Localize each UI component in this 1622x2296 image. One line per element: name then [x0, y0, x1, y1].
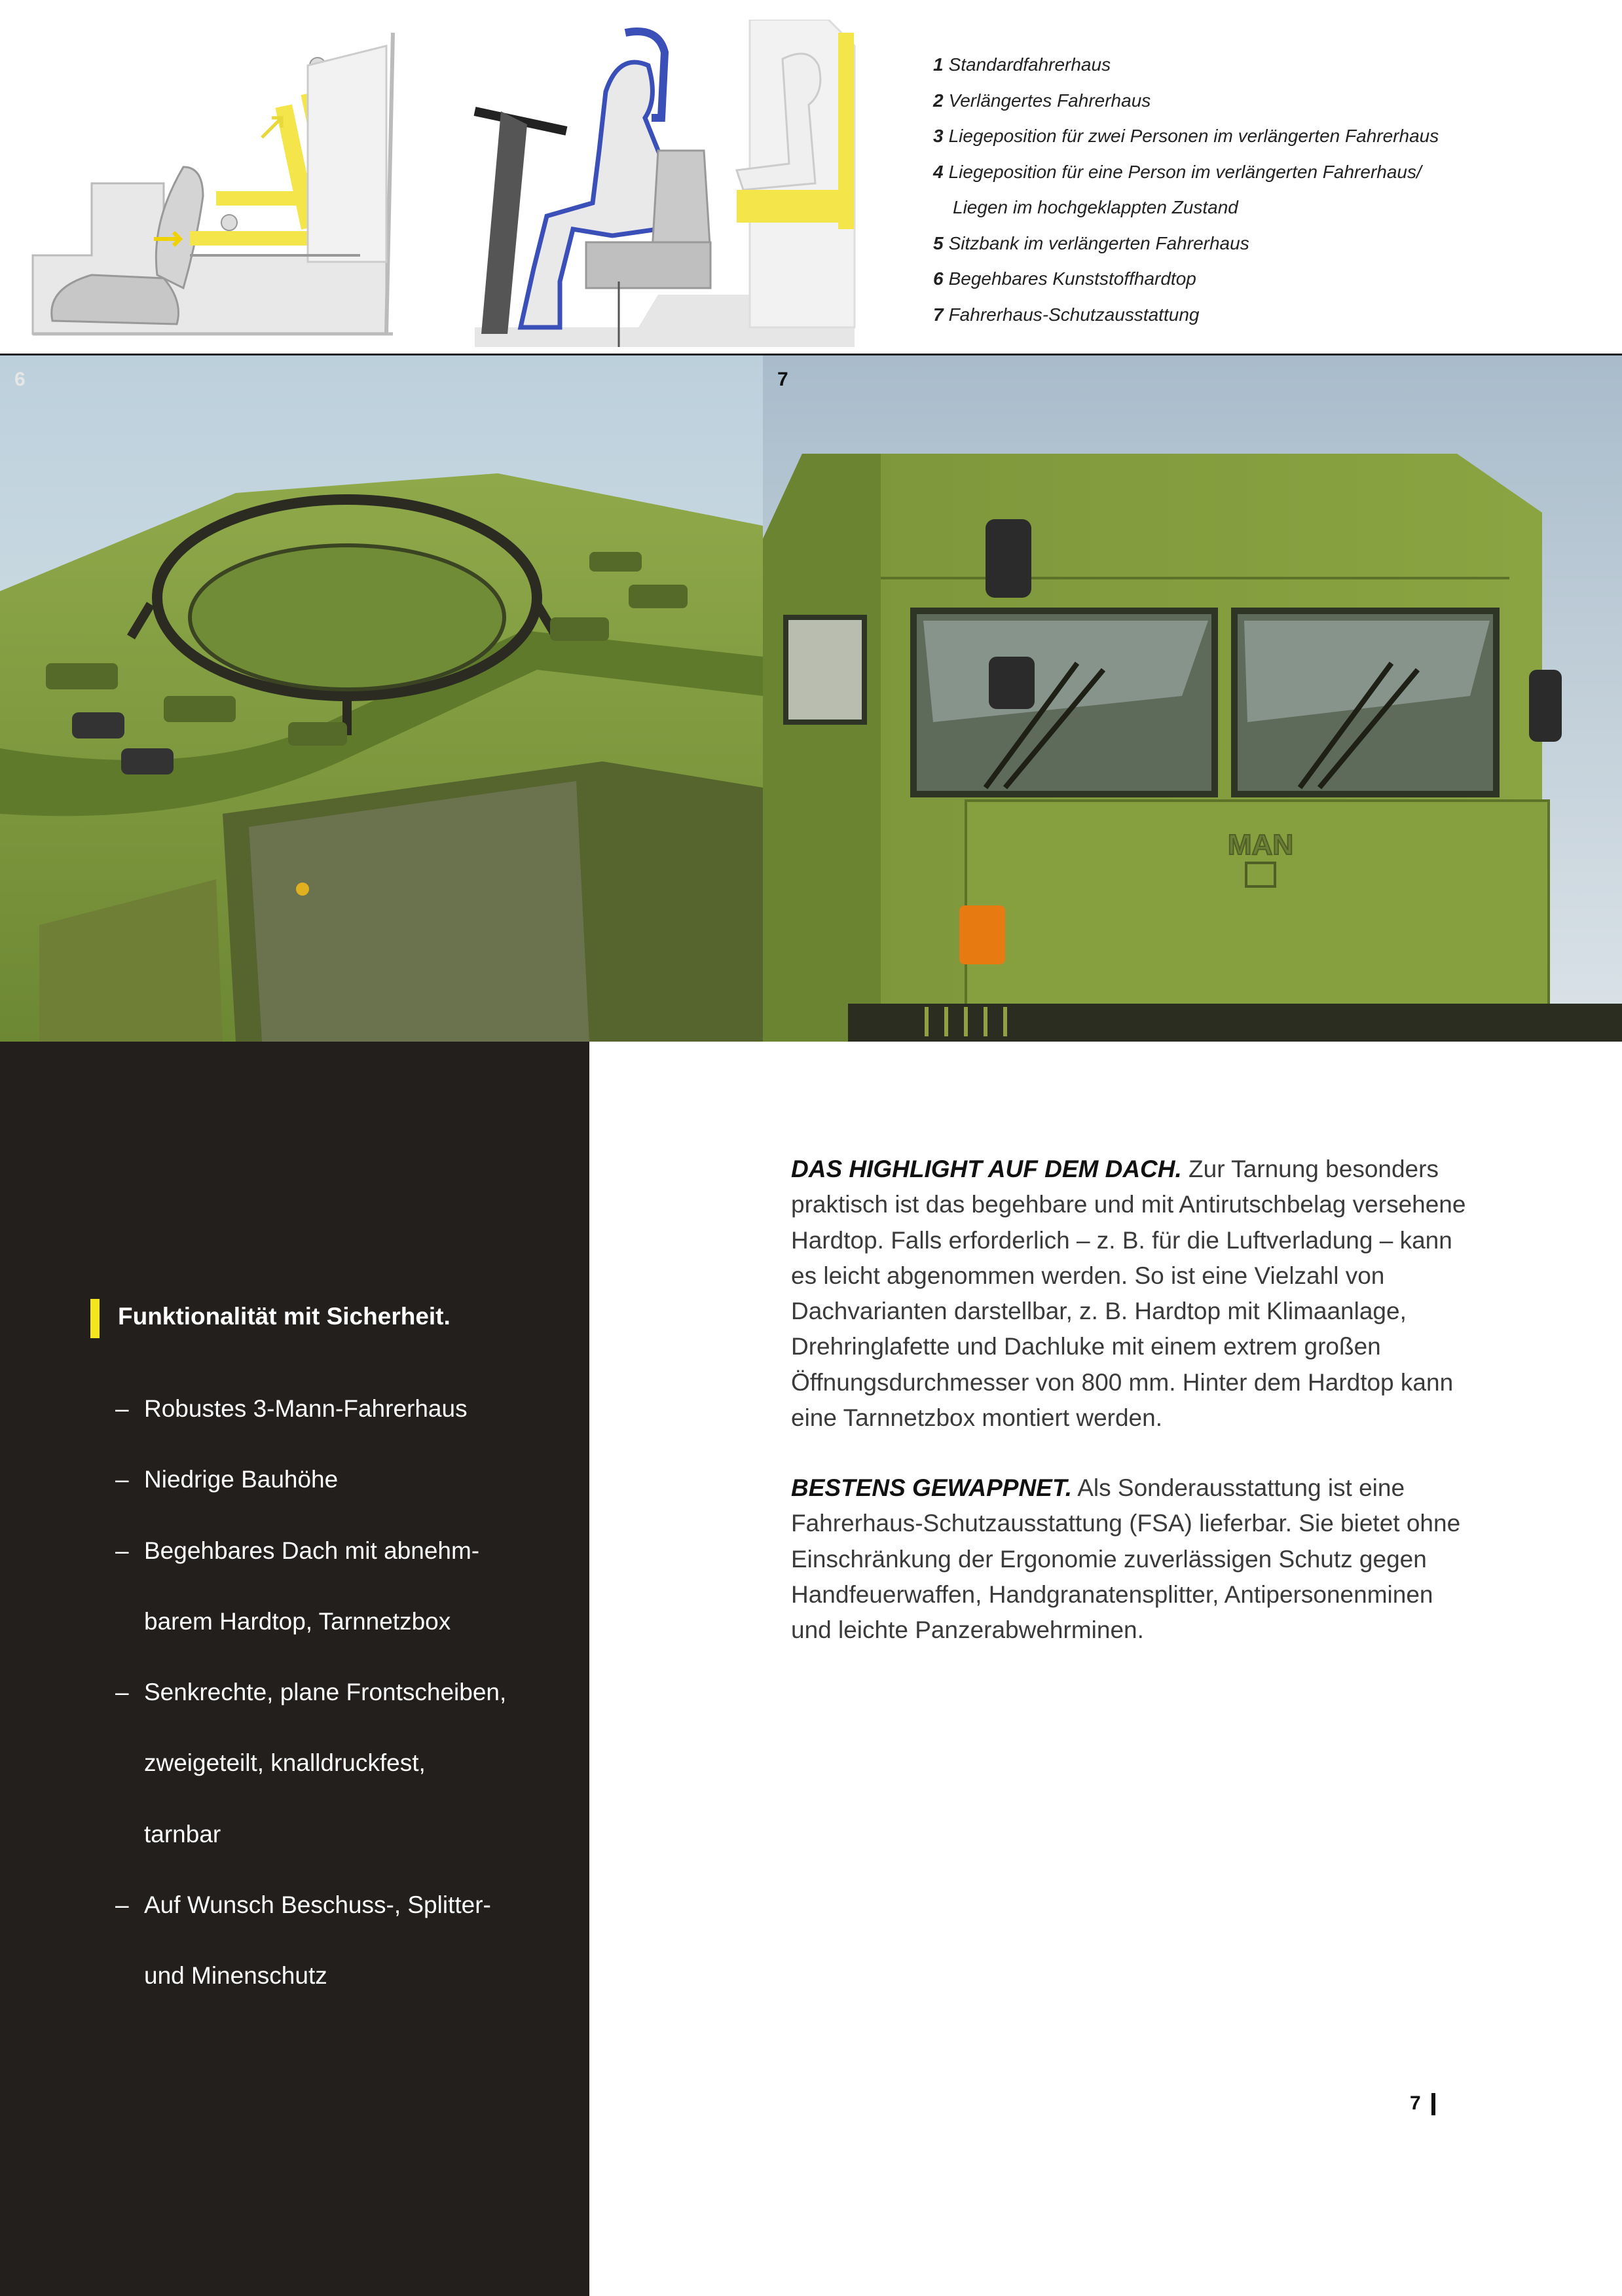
feature-text: Niedrige Bauhöhe: [144, 1466, 339, 1493]
figure-legend: [933, 47, 1601, 333]
feature-text: barem Hardtop, Tarnnetzbox: [144, 1607, 451, 1635]
feature-list-item: [115, 1374, 506, 1444]
legend-text: Sitzbank im verlängerten Fahrerhaus: [948, 232, 1249, 253]
feature-text: Begehbares Dach mit abnehm-: [144, 1537, 480, 1564]
hardtop-roof-image: [0, 355, 763, 1042]
legend-text: Verlängertes Fahrerhaus: [948, 90, 1151, 111]
photo-protected-cab: [763, 355, 1622, 1042]
feature-list-continuation: [115, 1941, 506, 2011]
bullet-dash: –: [115, 1679, 129, 1706]
paragraph-heading: BESTENS GEWAPPNET.: [791, 1474, 1072, 1501]
paragraph-body: Zur Tarnung besonders praktisch ist das begehbare und mit Antirutschbelag versehene Hardtop. Falls erforderlich – z. B. für die Luftverladung – kann es leicht abgenommen werden. So ist eine Vielzahl von Dachvarianten darstellbar, z. B. Hardtop mit Klimaanlage, Drehringlafette und Dachluke mit einem extrem großen Öffnungsdurchmesser von 800 mm. Hinter dem Hardtop kann eine Tarnnetzbox montiert werden.: [791, 1156, 1466, 1432]
legend-item-continuation: [933, 190, 1601, 226]
diagram-seat-bench: [462, 20, 861, 354]
photo-hardtop-roof: [0, 355, 763, 1042]
feature-text: Auf Wunsch Beschuss-, Splitter-: [144, 1891, 491, 1919]
legend-item: [933, 297, 1601, 333]
legend-text: Fahrerhaus-Schutzausstattung: [948, 304, 1200, 325]
legend-number: 6: [933, 268, 944, 289]
legend-item: [933, 226, 1601, 262]
feature-text: Senkrechte, plane Frontscheiben,: [144, 1679, 507, 1706]
legend-item: [933, 83, 1601, 119]
sidebar-heading: Funktionalität mit Sicherheit.: [118, 1303, 451, 1330]
figure-number-6: 6: [14, 369, 26, 390]
legend-number: 3: [933, 126, 944, 146]
feature-list-continuation: [115, 1586, 506, 1657]
feature-text: tarnbar: [144, 1820, 221, 1848]
legend-text: Begehbares Kunststoffhardtop: [948, 268, 1196, 289]
legend-text: Liegeposition für eine Person im verlängerten Fahrerhaus/: [948, 161, 1422, 182]
legend-number: 7: [933, 304, 944, 325]
page-number-bar: [1431, 2093, 1435, 2115]
legend-text: Liegen im hochgeklappten Zustand: [953, 197, 1238, 217]
article-paragraph-roof: [791, 1152, 1479, 1436]
bullet-dash: –: [115, 1466, 129, 1493]
legend-item: [933, 261, 1601, 297]
feature-text: zweigeteilt, knalldruckfest,: [144, 1749, 426, 1777]
feature-list-item: [115, 1444, 506, 1515]
article-paragraph-protection: [791, 1470, 1479, 1648]
paragraph-heading: DAS HIGHLIGHT AUF DEM DACH.: [791, 1156, 1182, 1182]
feature-list-continuation: [115, 1799, 506, 1870]
legend-number: 4: [933, 161, 944, 182]
protected-cab-image: [763, 355, 1622, 1042]
bullet-dash: –: [115, 1537, 129, 1564]
bullet-dash: –: [115, 1891, 129, 1919]
legend-text: Standardfahrerhaus: [948, 54, 1111, 75]
paragraph-body: Als Sonderausstattung ist eine Fahrerhaus-Schutzausstattung (FSA) lieferbar. Sie bietet ohne Einschränkung der Ergonomie zuverlässigen Schutz gegen Handfeuerwaffen, Handgranatensplitter, Antipersonenminen und leichte Panzerabwehrminen.: [791, 1474, 1461, 1644]
legend-text: Liegeposition für zwei Personen im verlängerten Fahrerhaus: [948, 126, 1439, 146]
man-logo: MAN: [1227, 829, 1294, 861]
legend-item: [933, 118, 1601, 155]
feature-list-item: [115, 1657, 506, 1728]
legend-number: 1: [933, 54, 944, 75]
legend-number: 2: [933, 90, 944, 111]
diagram-lying-position: [20, 26, 406, 340]
figure-number-7: 7: [777, 369, 788, 390]
feature-list-item: [115, 1516, 506, 1586]
page-number: 7: [1410, 2092, 1421, 2114]
bullet-dash: –: [115, 1395, 129, 1422]
feature-text: und Minenschutz: [144, 1962, 327, 1990]
legend-item: [933, 47, 1601, 83]
legend-item: [933, 155, 1601, 191]
feature-list-continuation: [115, 1728, 506, 1798]
legend-number: 5: [933, 232, 944, 253]
feature-list: [115, 1374, 506, 2012]
feature-text: Robustes 3-Mann-Fahrerhaus: [144, 1395, 468, 1422]
accent-marker: [90, 1299, 100, 1338]
feature-list-item: [115, 1870, 506, 1941]
